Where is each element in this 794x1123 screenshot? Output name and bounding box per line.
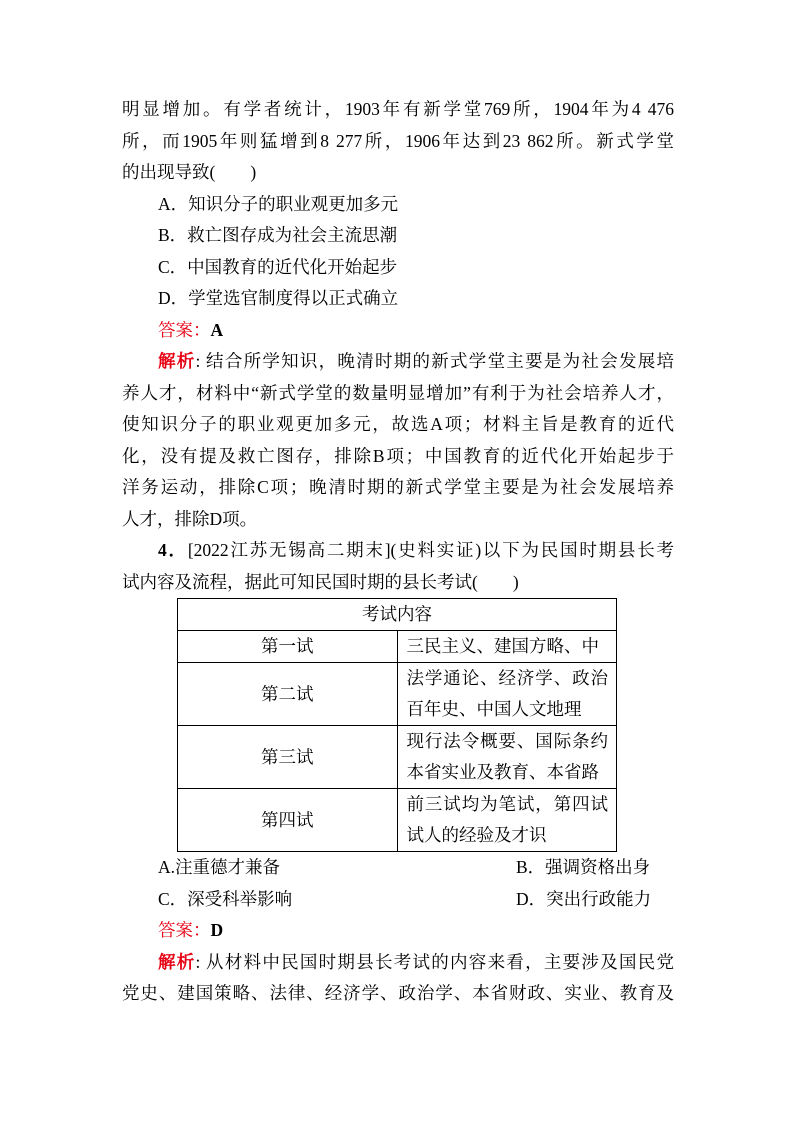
stem-line: 试内容及流程，据此可知民国时期的县长考试( ) (122, 571, 519, 592)
option-b: B．强调资格出身 (516, 857, 651, 877)
stage-cell: 第三试 (178, 726, 398, 789)
analysis-line: 洋务运动，排除C项；晚清时期的新式学堂主要是为社会发展培养 (122, 477, 674, 497)
answer-label: 答案： (158, 920, 211, 940)
analysis-line: 化，没有提及救亡图存，排除B项；中国教育的近代化开始起步于 (122, 445, 674, 466)
analysis-text: : 结合所学知识，晚清时期的新式学堂主要是为社会发展培 (195, 351, 674, 371)
answer-value: A (210, 319, 224, 340)
content-cell (397, 789, 617, 852)
analysis-label: 解析 (158, 351, 196, 371)
content-cell (397, 631, 617, 663)
answer-line (122, 915, 674, 947)
analysis-line (122, 346, 674, 378)
content-cell (397, 663, 617, 726)
analysis-line: 人才，排除D项。 (122, 508, 258, 529)
option-d: D．学堂选官制度得以正式确立 (158, 288, 399, 308)
cell-line: 试人的经验及才识 (406, 825, 547, 845)
exam-content-table (177, 598, 617, 852)
cell-line: 本省实业及教育、本省路 (406, 762, 599, 782)
cell-line: 前三试均为笔试，第四试 (406, 794, 608, 814)
question-3-continued (122, 94, 674, 535)
cell-line: 百年史、中国人文地理 (406, 699, 582, 719)
table-row (178, 726, 617, 789)
stem-line (122, 535, 674, 567)
analysis-line: 使知识分子的职业观更加多元，故选A项；材料主旨是教育的近代 (122, 414, 674, 434)
options-row (122, 884, 674, 916)
analysis-line (122, 947, 674, 979)
table-header-row (178, 599, 617, 631)
table-row (178, 631, 617, 663)
content-cell (397, 726, 617, 789)
stem-line: 明显增加。有学者统计，1903年有新学堂769所，1904年为4 476 (122, 99, 674, 119)
option-c: C．中国教育的近代化开始起步 (158, 256, 398, 277)
analysis-line: 养人才，材料中“新式学堂的数量明显增加”有利于为社会培养人才， (122, 382, 674, 403)
option-a: A.注重德才兼备 (158, 857, 281, 877)
table-header: 考试内容 (178, 599, 617, 631)
option-b: B．救亡图存成为社会主流思潮 (158, 225, 398, 245)
stage-cell: 第二试 (178, 663, 398, 726)
answer-label: 答案： (158, 319, 211, 340)
option-a: A．知识分子的职业观更加多元 (158, 193, 399, 214)
stem-text: [2022江苏无锡高二期末](史料实证)以下为民国时期县长考 (187, 540, 674, 560)
cell-line: 法学通论、经济学、政治 (406, 668, 608, 688)
question-4 (122, 535, 674, 1010)
answer-line (122, 315, 674, 347)
stem-line: 的出现导致( ) (122, 162, 257, 182)
page-content (122, 94, 674, 1010)
analysis-line: 党史、建国策略、法律、经济学、政治学、本省财政、实业、教育及 (122, 983, 674, 1003)
stage-cell: 第四试 (178, 789, 398, 852)
option-c: C．深受科举影响 (158, 888, 293, 909)
cell-line: 现行法令概要、国际条约 (406, 731, 608, 751)
stem-line: 所，而1905年则猛增到8 277所，1906年达到23 862所。新式学堂 (122, 130, 674, 151)
analysis-text: : 从材料中民国时期县长考试的内容来看，主要涉及国民党 (195, 951, 674, 972)
stage-cell: 第一试 (178, 631, 398, 663)
table-row (178, 663, 617, 726)
answer-value: D (210, 920, 224, 940)
cell-line: 三民主义、建国方略、中 (406, 636, 599, 656)
analysis-label: 解析 (158, 951, 196, 972)
option-d: D．突出行政能力 (516, 888, 652, 909)
table-row (178, 789, 617, 852)
options-row (122, 852, 674, 884)
question-number: 4． (158, 540, 188, 560)
